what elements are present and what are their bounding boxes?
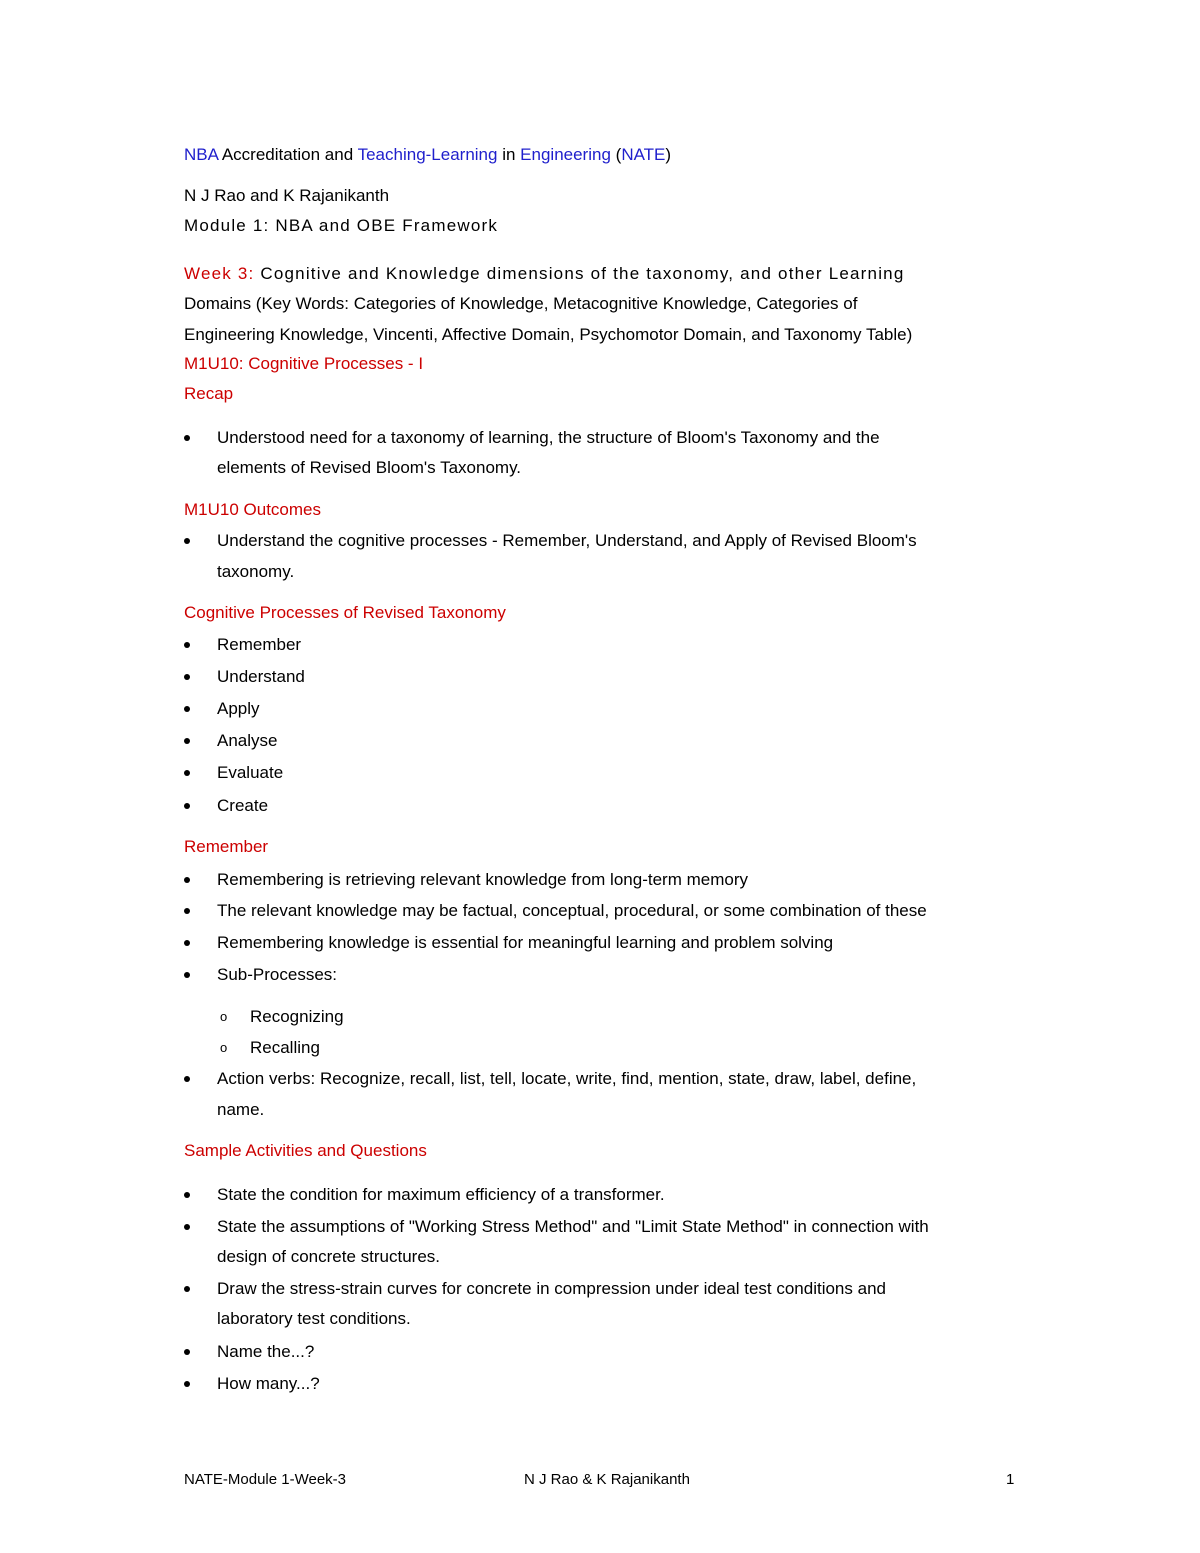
recap-heading: Recap [184, 384, 234, 403]
bullet-icon [184, 1068, 194, 1090]
document-title [184, 144, 671, 166]
list-item-text: elements of Revised Bloom's Taxonomy. [217, 458, 522, 477]
list-item: Analyse [217, 731, 278, 750]
sub-bullet-icon: o [220, 1009, 228, 1024]
list-item: Remembering knowledge is essential for meaningful learning and problem solving [217, 933, 834, 952]
list-item: State the assumptions of "Working Stress Method" and "Limit State Method" in connection with [217, 1217, 929, 1236]
bullet-icon [184, 698, 194, 720]
bullet-icon [184, 869, 194, 891]
processes-heading: Cognitive Processes of Revised Taxonomy [184, 603, 506, 622]
title-part: in [502, 145, 521, 164]
bullet-icon [184, 1373, 194, 1395]
bullet-icon [184, 762, 194, 784]
footer-center: N J Rao & K Rajanikanth [524, 1471, 690, 1488]
list-item: Evaluate [217, 763, 284, 782]
list-item: Draw the stress-strain curves for concrete in compression under ideal test conditions and [217, 1279, 886, 1298]
bullet-icon [184, 530, 194, 552]
bullet-icon [184, 1184, 194, 1206]
list-item: Remembering is retrieving relevant knowledge from long-term memory [217, 870, 748, 889]
sub-list-item: Recognizing [250, 1007, 344, 1026]
samples-heading: Sample Activities and Questions [184, 1141, 427, 1160]
list-item: design of concrete structures. [217, 1247, 441, 1266]
title-part: Teaching-Learning [357, 145, 503, 164]
list-item-text: taxonomy. [217, 562, 295, 581]
page-number: 1 [1006, 1471, 1015, 1488]
list-item: Remember [217, 635, 302, 654]
list-item: Name the...? [217, 1342, 315, 1361]
title-part: NBA [184, 145, 222, 164]
authors: N J Rao and K Rajanikanth [184, 186, 390, 205]
module-title: Module 1: NBA and OBE Framework [184, 216, 499, 235]
list-item: Apply [217, 699, 260, 718]
title-part: NATE [621, 145, 666, 164]
week-line-3: Engineering Knowledge, Vincenti, Affective Domain, Psychomotor Domain, and Taxonomy Table) [184, 325, 913, 344]
week-label: Week 3: [184, 264, 255, 283]
week-line-2: Domains (Key Words: Categories of Knowledge, Metacognitive Knowledge, Categories of [184, 294, 858, 313]
list-item: Action verbs: Recognize, recall, list, tell, locate, write, find, mention, state, draw, label, define, [217, 1069, 917, 1088]
week-line-1 [184, 263, 904, 285]
remember-heading: Remember [184, 837, 269, 856]
list-item: Understand [217, 667, 305, 686]
unit-title: M1U10: Cognitive Processes - I [184, 354, 424, 373]
list-item: State the condition for maximum efficiency of a transformer. [217, 1185, 665, 1204]
list-item: name. [217, 1100, 265, 1119]
list-item-text: Understand the cognitive processes - Remember, Understand, and Apply of Revised Bloom's [217, 531, 917, 550]
list-item: The relevant knowledge may be factual, conceptual, procedural, or some combination of these [217, 901, 927, 920]
title-part: Accreditation and [221, 145, 358, 164]
title-part: Engineering [520, 145, 616, 164]
list-item: Sub-Processes: [217, 965, 337, 984]
bullet-icon [184, 1278, 194, 1300]
title-part: ) [665, 145, 672, 164]
bullet-icon [184, 795, 194, 817]
list-item: laboratory test conditions. [217, 1309, 411, 1328]
outcomes-heading: M1U10 Outcomes [184, 500, 321, 519]
bullet-icon [184, 427, 194, 449]
list-item: How many...? [217, 1374, 320, 1393]
bullet-icon [184, 666, 194, 688]
bullet-icon [184, 1216, 194, 1238]
bullet-icon [184, 1341, 194, 1363]
footer-left: NATE-Module 1-Week-3 [184, 1471, 346, 1488]
list-item: Create [217, 796, 269, 815]
bullet-icon [184, 730, 194, 752]
week-text: Cognitive and Knowledge dimensions of the taxonomy, and other Learning [254, 264, 905, 283]
bullet-icon [184, 900, 194, 922]
sub-bullet-icon: o [220, 1040, 228, 1055]
title-part: ( [615, 145, 622, 164]
bullet-icon [184, 634, 194, 656]
sub-list-item: Recalling [250, 1038, 320, 1057]
bullet-icon [184, 964, 194, 986]
bullet-icon [184, 932, 194, 954]
list-item-text: Understood need for a taxonomy of learning, the structure of Bloom's Taxonomy and the [217, 428, 880, 447]
